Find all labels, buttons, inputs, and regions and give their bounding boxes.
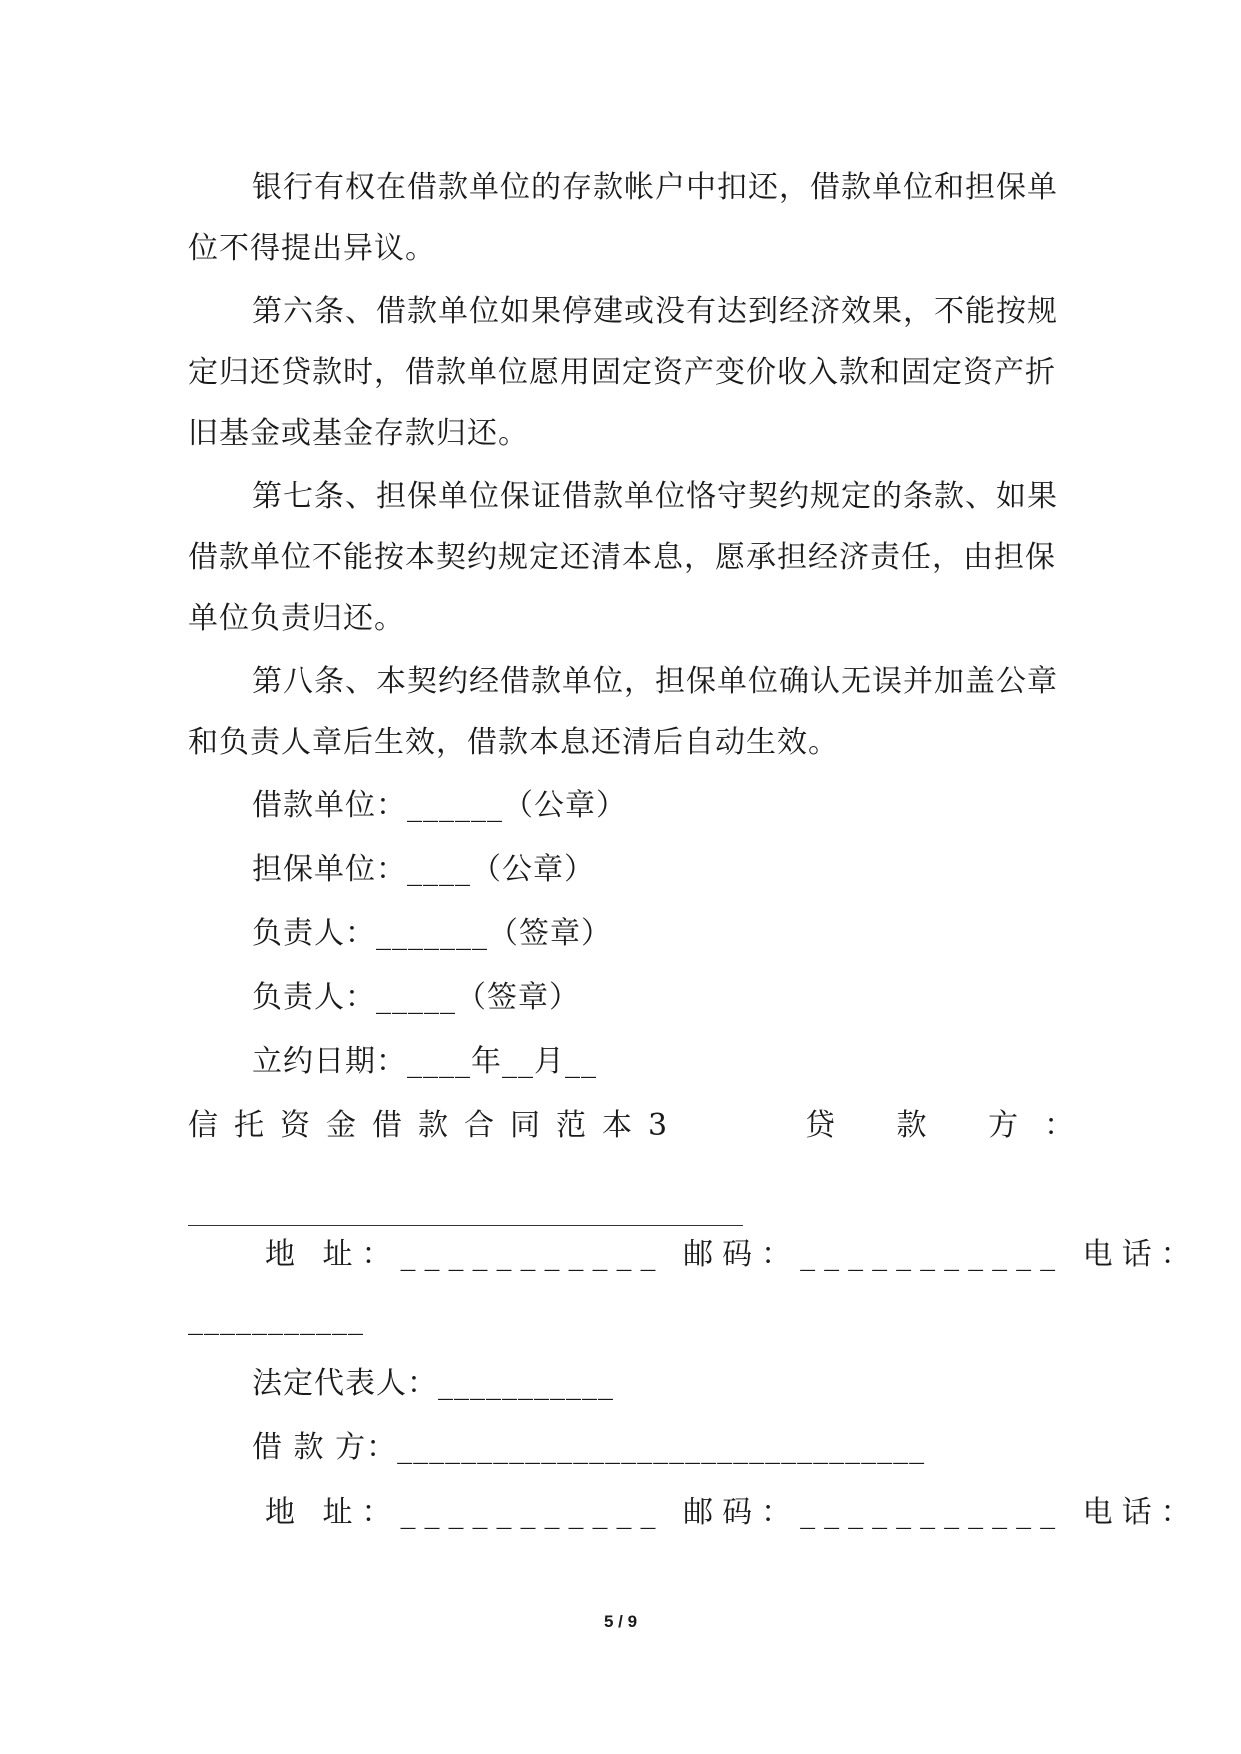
article-8-line: 第八条、本契约经借款单位，担保单位确认无误并加盖公章 [252,664,1058,699]
article-6-line: 第六条、借款单位如果停建或没有达到经济效果，不能按规 [252,294,1058,329]
address-row: 地 址：___________ 邮码：___________ 电话： [265,1237,1200,1272]
lender-label: 贷 款 方： [805,1108,1101,1143]
paragraph-line: 定归还贷款时，借款单位愿用固定资产变价收入款和固定资产折 [188,355,1056,390]
legal-representative-line: 法定代表人：___________ [252,1366,614,1401]
signature-date: 立约日期：____年__月__ [252,1044,597,1079]
paragraph-line: 银行有权在借款单位的存款帐户中扣还，借款单位和担保单 [252,170,1058,205]
signature-person-in-charge: 负责人：_____（签章） [252,980,580,1015]
contract-heading: 信托资金借款合同范本3 [188,1108,684,1143]
signature-guarantor-unit: 担保单位：____（公章） [252,852,595,887]
signature-person-in-charge: 负责人：_______（签章） [252,916,612,951]
address-row: 地 址：___________ 邮码：___________ 电话： [265,1495,1200,1530]
paragraph-line: 单位负责归还。 [188,601,405,636]
page-number: 5 / 9 [603,1612,638,1631]
signature-borrower-unit: 借款单位：______（公章） [252,788,627,823]
lender-blank-line [188,1225,743,1226]
paragraph-line: 位不得提出异议。 [188,231,436,266]
paragraph-line: 旧基金或基金存款归还。 [188,416,529,451]
borrower-line: 借 款 方：_________________________________ [252,1430,926,1465]
paragraph-line: 借款单位不能按本契约规定还清本息，愿承担经济责任，由担保 [188,540,1056,575]
article-7-line: 第七条、担保单位保证借款单位恪守契约规定的条款、如果 [252,479,1058,514]
phone-blank: ___________ [188,1301,364,1336]
paragraph-line: 和负责人章后生效，借款本息还清后自动生效。 [188,725,839,760]
